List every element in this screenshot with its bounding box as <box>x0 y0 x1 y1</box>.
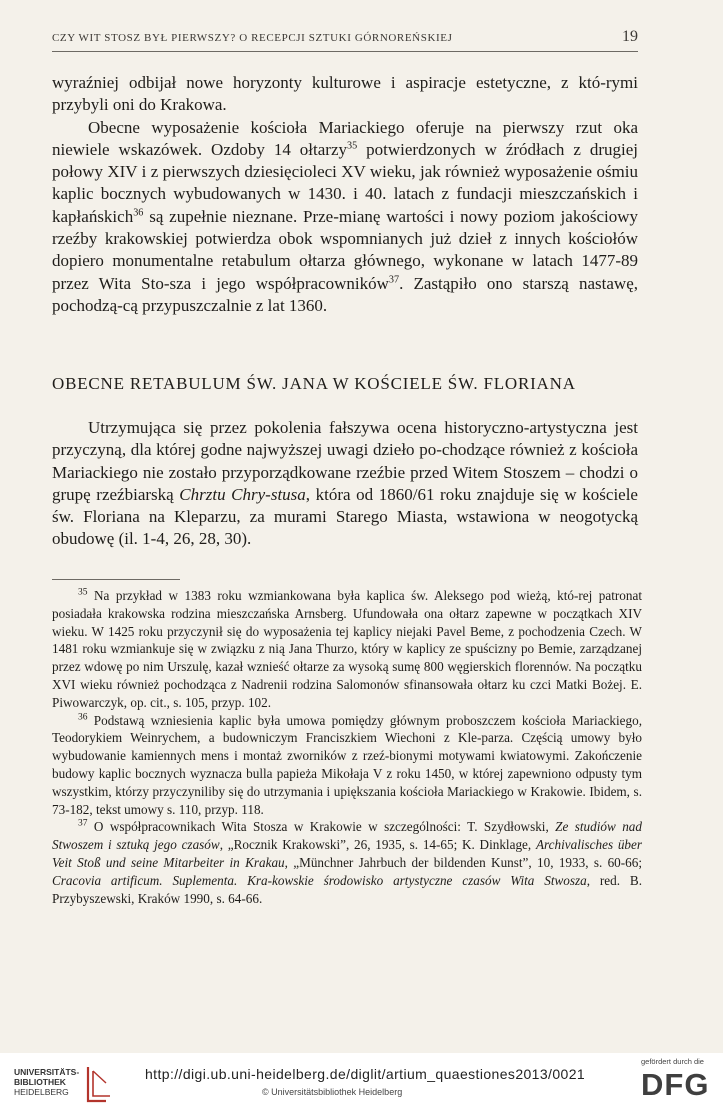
footnote-rule <box>52 579 180 580</box>
section-text-italic: Chrztu Chry-stusa <box>179 484 306 504</box>
footnote-ref-37[interactable]: 37 <box>388 274 400 286</box>
header-rule <box>52 51 638 52</box>
copyright-notice: © Universitätsbibliothek Heidelberg <box>262 1087 403 1097</box>
main-text <box>52 72 638 317</box>
footnote-37-title-3: Cracovia artificum. Suplementa. Kra-kowskie środowisko artystyczne czasów Wita Stwosza <box>52 872 587 888</box>
library-name-line-2: BIBLIOTHEK <box>14 1077 66 1087</box>
footnote-ref-36[interactable]: 36 <box>133 207 144 219</box>
paragraph-1 <box>52 72 638 117</box>
footnote-35-text: Na przykład w 1383 roku wzmiankowana była kaplica św. Aleksego pod wieżą, któ-rej patronat posiadała krakowska rodzina mieszczańska Arnsberg. Ufundowała ona ołtarz zapewne w początkach XIV wieku. W 1425 roku przyczynił się do wyposażenia tej kaplicy niejaki Pavel Beme, z pochodzenia Czech. W 1481 roku wzmiankuje się w związku z nią Jana Thurzo, który w kaplicy ze spuścizny po Bemie, zarządzanej przez wdowę po nim Urszulę, kazał wznieść ołtarze za wysoką sumę 800 węgierskich florennów. Na początku XVI wieku również pochodząca z Nadrenii rodzina Salomonów sfinansowała ołtarz ku czci Matki Bożej. E. Piwowarczyk, op. cit., s. 105, przyp. 102. <box>52 588 642 710</box>
section-text-a: Utrzymująca się przez pokolenia fałszywa ocena historyczno-artystyczna jest przyczyną, dla której godne najwyższej uwagi dzieło po-chodzące również z kościoła Mariackiego nie zostało przyporządkowane rzeźbie przed Witem Stoszem – chodzi o grupę rzeźbiarską <box>52 418 638 504</box>
section-paragraph <box>52 417 638 551</box>
library-emblem-icon <box>84 1065 114 1103</box>
footnote-35 <box>52 587 642 712</box>
source-url-link[interactable]: http://digi.ub.uni-heidelberg.de/diglit/artium_quaestiones2013/0021 <box>145 1066 586 1082</box>
paragraph-2-text-c: są zupełnie nieznane. Prze-mianę wartości i nowy poziom jakościowy rzeźby krakowskiej potwierdza obok wspomnianych już dzieł z innych kościołów dopiero monumentalne retabulum ołtarza głównego, wykonane w latach 1477-89 przez Wita Sto-sza i jego współpracowników <box>52 206 638 293</box>
library-name-line-1: UNIVERSITÄTS- <box>14 1067 80 1077</box>
footnote-37-title-1: Ze studiów nad Stwoszem i sztuką jego czasów <box>52 819 642 853</box>
section-text <box>52 417 638 551</box>
paragraph-2 <box>52 117 638 318</box>
footnote-36-text: Podstawą wzniesienia kaplic była umowa pomiędzy głównym proboszczem kościoła Mariackiego, Teodorykiem Weinrychem, a budowniczym Franciszkiem Wiechoni z Kle-parza. Częścią umowy było wybudowanie kamiennych mens i montaż zworników z rzeź-bionymi motywami kwiatowymi. Zakończenie budowy kaplic bocznych wyznacza bulla papieża Mikołaja V z roku 1450, w której zapewniono odpusty tym wszystkim, którzy przyczyniliby się do utrzymania i upiększania kościoła Mariackiego w Krakowie. Ibidem, s. 73-182, tekst umowy s. 110, przyp. 118. <box>52 712 642 817</box>
library-name <box>14 1067 79 1097</box>
footnote-36 <box>52 712 642 819</box>
dfg-caption: gefördert durch die <box>641 1057 704 1066</box>
page-number: 19 <box>622 28 638 45</box>
library-name-line-3: HEIDELBERG <box>14 1087 69 1097</box>
footnote-36-number: 36 <box>78 712 88 723</box>
dfg-wordmark: DFG <box>641 1067 710 1102</box>
footnote-37-number: 37 <box>78 818 88 829</box>
section-text-b: , która od 1860/61 roku znajduje się w kościele św. Floriana na Kleparzu, za murami Starego Miasta, wstawiona w neogotycką obudowę (il. 1-4, 26, 28, 30). <box>52 484 638 549</box>
paragraph-2-text-d: . Zastąpiło ono starszą nastawę, pochodzą-cą przypuszczalnie z lat 1360. <box>52 273 639 315</box>
footnotes <box>52 587 642 907</box>
footnote-37-text-a: O współpracownikach Wita Stosza w Krakowie w szczególności: T. Szydłowski, <box>87 819 556 835</box>
footnote-37-title-2: Archivalisches über Veit Stoß und seine Mitarbeiter in Krakau <box>52 837 642 870</box>
footer-bar <box>0 1053 723 1107</box>
footnote-37-text-b: , „Rocznik Krakowski”, 26, 1935, s. 14-65; K. Dinklage, <box>219 837 536 853</box>
footnote-ref-35[interactable]: 35 <box>347 140 358 152</box>
section-heading: OBECNE RETABULUM ŚW. JANA W KOŚCIELE ŚW. FLORIANA <box>52 374 576 393</box>
university-library-logo[interactable] <box>14 1063 124 1103</box>
footnote-37-text-d: , red. B. Przybyszewski, Kraków 1990, s. 64-66. <box>52 872 643 906</box>
footnote-35-number: 35 <box>78 587 88 598</box>
footnote-37-text-c: , „Münchner Jahrbuch der bildenden Kunst”, 10, 1933, s. 60-66; <box>284 854 642 870</box>
paragraph-2-text-b: potwierdzonych w źródłach z drugiej połowy XIV i z pierwszych dziesięcioleci XV wieku, jak również wyposażenie ośmiu kaplic bocznych wybudowanych w 1430. i 40. latach z fundacji mieszczańskich i kapłańskich <box>52 139 638 226</box>
running-title: CZY WIT STOSZ BYŁ PIERWSZY? O RECEPCJI SZTUKI GÓRNOREŃSKIEJ <box>52 32 453 44</box>
paragraph-2-text-a: Obecne wyposażenie kościoła Mariackiego oferuje na pierwszy rzut oka niewiele wskazówek. Ozdoby 14 ołtarzy <box>52 117 638 159</box>
paragraph-1-text: wyraźniej odbijał nowe horyzonty kulturowe i aspiracje estetyczne, z któ-rymi przybyli oni do Krakowa. <box>52 73 638 115</box>
footnote-37 <box>52 818 642 907</box>
dfg-logo[interactable] <box>641 1057 713 1103</box>
